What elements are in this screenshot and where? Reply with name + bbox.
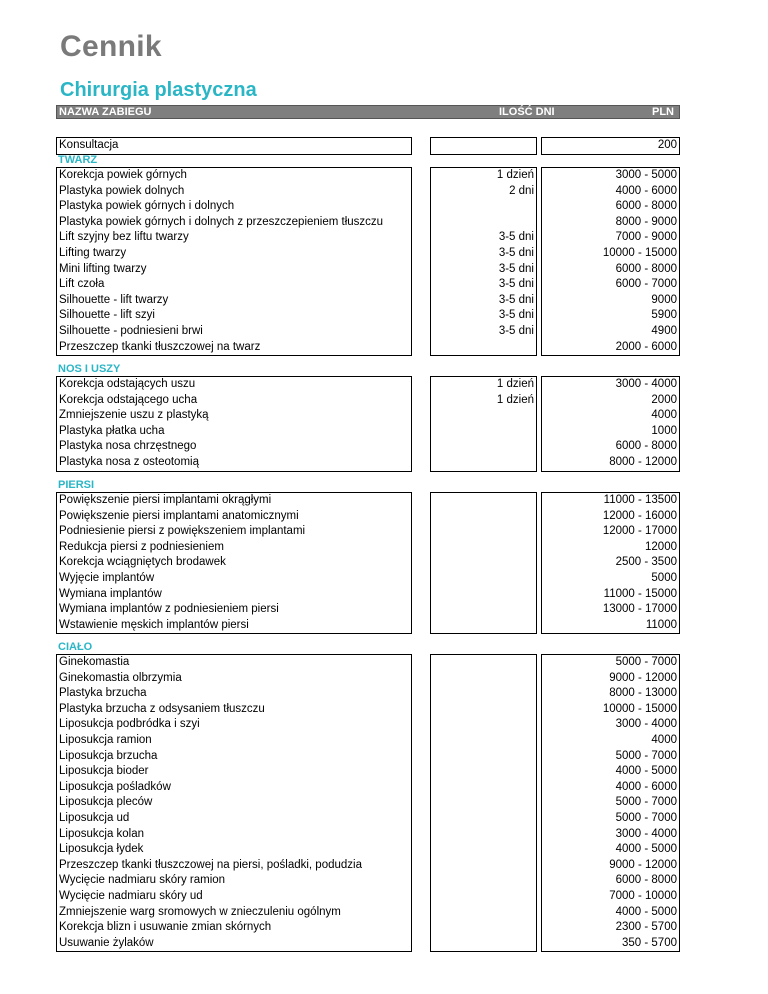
procedure-price: 11000 - 15000 bbox=[603, 587, 677, 600]
procedure-price: 2000 - 6000 bbox=[615, 340, 677, 353]
procedure-days: 3-5 dni bbox=[498, 246, 534, 259]
procedure-name: Korekcja wciągniętych brodawek bbox=[59, 556, 226, 569]
procedure-name: Korekcja powiek górnych bbox=[59, 169, 187, 181]
procedure-name: Redukcja piersi z podniesieniem bbox=[59, 540, 224, 553]
procedure-price: 5000 - 7000 bbox=[615, 749, 677, 762]
category-label: PIERSI bbox=[58, 479, 95, 491]
section-1 bbox=[56, 153, 680, 356]
procedure-days bbox=[431, 827, 536, 843]
procedure-days bbox=[431, 408, 536, 424]
page-title: Cennik bbox=[60, 30, 162, 63]
procedure-name: Lifting twarzy bbox=[59, 246, 127, 259]
procedure-price: 12000 - 17000 bbox=[602, 525, 677, 538]
procedure-days bbox=[431, 717, 536, 733]
procedure-days bbox=[431, 455, 536, 471]
days-column bbox=[430, 137, 537, 155]
procedure-days: 3-5 dni bbox=[498, 309, 534, 322]
procedure-price: 6000 - 8000 bbox=[615, 440, 677, 453]
procedure-price: 3000 - 4000 bbox=[615, 827, 677, 840]
procedure-name: Zmniejszenie uszu z plastyką bbox=[59, 409, 209, 422]
procedure-name: Liposukcja łydek bbox=[59, 843, 144, 856]
procedure-name: Plastyka płatka ucha bbox=[59, 424, 165, 437]
procedure-price: 13000 - 17000 bbox=[602, 603, 677, 616]
procedure-name: Lift czoła bbox=[59, 278, 105, 291]
procedure-days bbox=[431, 936, 536, 952]
price-column bbox=[541, 167, 680, 356]
procedure-days bbox=[431, 618, 536, 634]
procedure-name: Mini lifting twarzy bbox=[59, 262, 147, 275]
procedure-price: 7000 - 10000 bbox=[609, 889, 677, 902]
procedure-name: Liposukcja bioder bbox=[59, 765, 149, 778]
procedure-price: 9000 bbox=[651, 293, 677, 306]
procedure-days bbox=[431, 424, 536, 440]
table-header bbox=[56, 105, 680, 119]
procedure-price: 4000 - 6000 bbox=[615, 184, 677, 197]
procedure-days bbox=[431, 858, 536, 874]
procedure-price: 5000 bbox=[651, 571, 677, 584]
procedure-days bbox=[431, 889, 536, 905]
procedure-name: Korekcja odstających uszu bbox=[59, 378, 196, 390]
days-column bbox=[430, 376, 537, 472]
procedure-name: Podniesienie piersi z powiększeniem implantami bbox=[59, 525, 306, 538]
procedure-days bbox=[431, 571, 536, 587]
procedure-name: Wycięcie nadmiaru skóry ud bbox=[59, 889, 203, 902]
procedure-name: Plastyka powiek dolnych bbox=[59, 184, 185, 197]
procedure-price: 5000 - 7000 bbox=[615, 656, 677, 668]
procedure-price: 8000 - 12000 bbox=[609, 455, 677, 468]
procedure-name: Ginekomastia olbrzymia bbox=[59, 671, 182, 684]
procedure-name: Liposukcja brzucha bbox=[59, 749, 158, 762]
procedure-days: 1 dzień bbox=[496, 378, 534, 390]
procedure-price: 4000 bbox=[651, 733, 677, 746]
procedure-price: 11000 bbox=[645, 618, 677, 631]
procedure-name: Liposukcja kolan bbox=[59, 827, 145, 840]
procedure-price: 3000 - 4000 bbox=[615, 378, 677, 390]
procedure-price: 9000 - 12000 bbox=[609, 858, 677, 871]
procedure-price: 11000 - 13500 bbox=[603, 494, 677, 506]
procedure-price: 5900 bbox=[651, 309, 677, 322]
section-4 bbox=[56, 640, 680, 952]
procedure-price: 3000 - 4000 bbox=[615, 718, 677, 731]
procedure-name: Liposukcja pośladków bbox=[59, 780, 171, 793]
procedure-name: Lift szyjny bez liftu twarzy bbox=[59, 231, 189, 244]
procedure-days bbox=[431, 524, 536, 540]
procedure-days bbox=[431, 340, 536, 356]
section-0 bbox=[56, 137, 680, 155]
procedure-days: 3-5 dni bbox=[498, 324, 534, 337]
procedure-days bbox=[431, 686, 536, 702]
procedure-name: Korekcja blizn i usuwanie zmian skórnych bbox=[59, 921, 272, 934]
procedure-days: 3-5 dni bbox=[498, 231, 534, 244]
procedure-days: 2 dni bbox=[509, 184, 534, 197]
procedure-days bbox=[431, 493, 536, 509]
procedure-name: Powiększenie piersi implantami okrągłymi bbox=[59, 494, 272, 506]
procedure-price: 10000 - 15000 bbox=[602, 702, 677, 715]
procedure-name-column bbox=[56, 376, 412, 472]
category-label: NOS I USZY bbox=[58, 363, 121, 375]
procedure-name: Silhouette - lift szyi bbox=[59, 309, 155, 322]
procedure-days bbox=[431, 795, 536, 811]
column-header-pln: PLN bbox=[652, 106, 674, 118]
procedure-name: Przeszczep tkanki tłuszczowej na twarz bbox=[59, 340, 261, 353]
column-header-days: ILOŚĆ DNI bbox=[499, 106, 555, 118]
procedure-name: Plastyka brzucha bbox=[59, 687, 147, 700]
procedure-days bbox=[431, 587, 536, 603]
column-header-name: NAZWA ZABIEGU bbox=[59, 106, 152, 118]
procedure-name: Silhouette - lift twarzy bbox=[59, 293, 169, 306]
procedure-name: Liposukcja ud bbox=[59, 811, 130, 824]
procedure-name: Zmniejszenie warg sromowych w znieczuleniu ogólnym bbox=[59, 905, 341, 918]
procedure-days bbox=[431, 215, 536, 231]
procedure-price: 3000 - 5000 bbox=[615, 169, 677, 181]
procedure-name: Ginekomastia bbox=[59, 656, 130, 668]
procedure-price: 4000 - 5000 bbox=[615, 765, 677, 778]
procedure-name: Plastyka brzucha z odsysaniem tłuszczu bbox=[59, 702, 265, 715]
procedure-name-column bbox=[56, 492, 412, 634]
procedure-price: 6000 - 8000 bbox=[615, 262, 677, 275]
procedure-name: Usuwanie żylaków bbox=[59, 936, 154, 949]
section-3 bbox=[56, 478, 680, 634]
procedure-days bbox=[431, 873, 536, 889]
procedure-price: 12000 - 16000 bbox=[602, 509, 677, 522]
procedure-price: 2300 - 5700 bbox=[615, 921, 677, 934]
procedure-price: 8000 - 9000 bbox=[615, 215, 677, 228]
procedure-days bbox=[431, 764, 536, 780]
procedure-days: 3-5 dni bbox=[498, 293, 534, 306]
procedure-name: Wstawienie męskich implantów piersi bbox=[59, 618, 249, 631]
procedure-price: 5000 - 7000 bbox=[615, 811, 677, 824]
procedure-days bbox=[431, 509, 536, 525]
procedure-price: 6000 - 7000 bbox=[615, 278, 677, 291]
procedure-name: Powiększenie piersi implantami anatomicznymi bbox=[59, 509, 299, 522]
procedure-days bbox=[431, 555, 536, 571]
days-column bbox=[430, 167, 537, 356]
procedure-name: Wycięcie nadmiaru skóry ramion bbox=[59, 874, 226, 887]
procedure-name: Wymiana implantów bbox=[59, 587, 162, 600]
procedure-days bbox=[431, 842, 536, 858]
procedure-price: 4000 - 5000 bbox=[615, 905, 677, 918]
price-column bbox=[541, 376, 680, 472]
category-label: CIAŁO bbox=[58, 641, 93, 653]
procedure-name-column bbox=[56, 167, 412, 356]
procedure-name-column bbox=[56, 137, 412, 155]
procedure-days bbox=[431, 702, 536, 718]
procedure-days bbox=[431, 780, 536, 796]
procedure-days bbox=[431, 749, 536, 765]
procedure-name: Korekcja odstającego ucha bbox=[59, 393, 198, 406]
procedure-price: 2000 bbox=[651, 393, 677, 406]
procedure-price: 350 - 5700 bbox=[622, 936, 677, 949]
price-column bbox=[541, 654, 680, 952]
procedure-price: 7000 - 9000 bbox=[615, 231, 677, 244]
procedure-name: Liposukcja podbródka i szyi bbox=[59, 718, 200, 731]
procedure-price: 4000 - 6000 bbox=[615, 780, 677, 793]
procedure-price: 2500 - 3500 bbox=[615, 556, 677, 569]
procedure-days bbox=[431, 811, 536, 827]
category-label: TWARZ bbox=[58, 154, 98, 166]
procedure-price: 4900 bbox=[651, 324, 677, 337]
procedure-days bbox=[431, 602, 536, 618]
procedure-days bbox=[431, 905, 536, 921]
days-column bbox=[430, 654, 537, 952]
procedure-price: 1000 bbox=[651, 424, 677, 437]
procedure-price: 6000 - 8000 bbox=[615, 874, 677, 887]
procedure-days bbox=[431, 138, 536, 154]
procedure-days bbox=[431, 439, 536, 455]
procedure-price: 12000 bbox=[645, 540, 677, 553]
procedure-name: Liposukcja pleców bbox=[59, 796, 153, 809]
procedure-days bbox=[431, 199, 536, 215]
procedure-name: Plastyka powiek górnych i dolnych z przeszczepieniem tłuszczu bbox=[59, 215, 384, 228]
procedure-name: Plastyka nosa chrzęstnego bbox=[59, 440, 197, 453]
procedure-price: 10000 - 15000 bbox=[602, 246, 677, 259]
procedure-days bbox=[431, 540, 536, 556]
price-column bbox=[541, 137, 680, 155]
procedure-days bbox=[431, 671, 536, 687]
procedure-name: Plastyka nosa z osteotomią bbox=[59, 455, 199, 468]
procedure-price: 9000 - 12000 bbox=[609, 671, 677, 684]
price-column bbox=[541, 492, 680, 634]
procedure-days: 3-5 dni bbox=[498, 262, 534, 275]
procedure-price: 8000 - 13000 bbox=[609, 687, 677, 700]
procedure-price: 4000 bbox=[651, 409, 677, 422]
procedure-name: Liposukcja ramion bbox=[59, 733, 152, 746]
procedure-name: Konsultacja bbox=[59, 139, 119, 151]
procedure-price: 200 bbox=[657, 139, 677, 151]
procedure-price: 6000 - 8000 bbox=[615, 200, 677, 213]
procedure-name: Przeszczep tkanki tłuszczowej na piersi, pośladki, podudzia bbox=[59, 858, 362, 871]
section-2 bbox=[56, 362, 680, 472]
procedure-days: 3-5 dni bbox=[498, 278, 534, 291]
procedure-days: 1 dzień bbox=[496, 169, 534, 181]
procedure-name: Plastyka powiek górnych i dolnych bbox=[59, 200, 235, 213]
procedure-name-column bbox=[56, 654, 412, 952]
section-title: Chirurgia plastyczna bbox=[60, 79, 257, 101]
days-column bbox=[430, 492, 537, 634]
procedure-name: Silhouette - podniesieni brwi bbox=[59, 324, 203, 337]
procedure-name: Wymiana implantów z podniesieniem piersi bbox=[59, 603, 279, 616]
procedure-days bbox=[431, 920, 536, 936]
procedure-days bbox=[431, 655, 536, 671]
procedure-price: 5000 - 7000 bbox=[615, 796, 677, 809]
procedure-days: 1 dzień bbox=[496, 393, 534, 406]
procedure-name: Wyjęcie implantów bbox=[59, 571, 155, 584]
procedure-price: 4000 - 5000 bbox=[615, 843, 677, 856]
procedure-days bbox=[431, 733, 536, 749]
